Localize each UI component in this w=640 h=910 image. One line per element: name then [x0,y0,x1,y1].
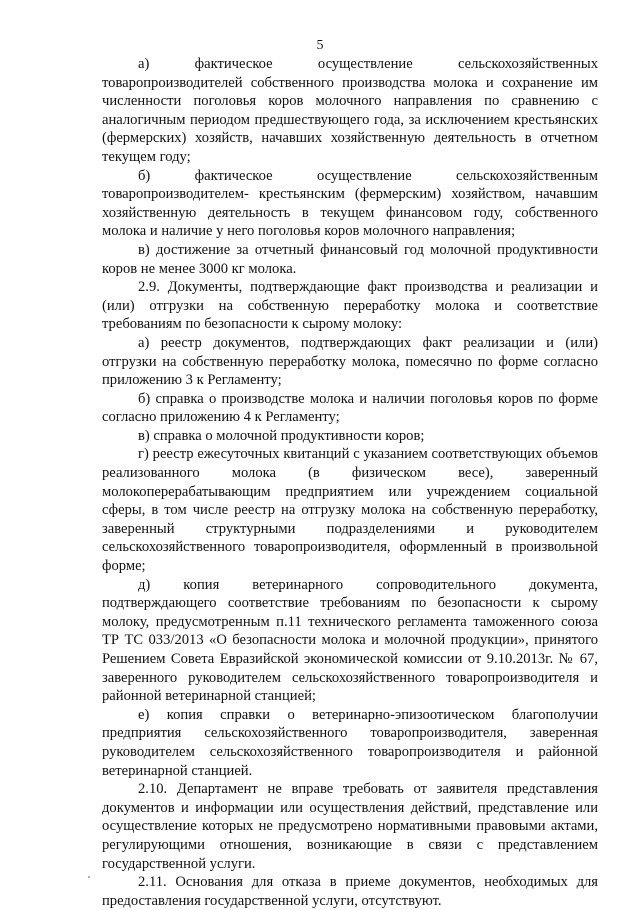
paragraph-b-farm-production: б) фактическое осуществление сельскохозяйственным товаропроизводителем- крестьянским (фермерским) хозяйством, начавшим хозяйственную деятельность в текущем финансовом году, собственного молока и наличие у него поголовья коров молочного направления; [102,167,598,240]
list-item-d-veterinary-document: д) копия ветеринарного сопроводительного документа, подтверждающего соответствие требованиям по безопасности к сырому молоку, предусмотренным п.11 технического регламента таможенного союза ТР ТС 033/2013 «О безопасности молока и молочной продукции», принятого Решением Совета Евразийской экономической комиссии от 9.10.2013г. № 67, заверенного руководителем сельскохозяйственного товаропроизводителя и районной ветеринарной станцией; [102,576,598,705]
list-item-v-productivity-certificate: в) справка о молочной продуктивности коров; [138,427,425,444]
list-item-g-receipts-registry: г) реестр ежесуточных квитанций с указанием соответствующих объемов реализованного молока (в физическом весе), заверенный молокоперерабатывающим предприятием или учреждением социальной сферы, в том числе реестр на отгрузку молока на собственную переработку, заверенный структурными подразделениями и руководителем сельскохозяйственного товаропроизводителя, оформленный в произвольной форме; [102,446,598,575]
paragraph-v-productivity: в) достижение за отчетный финансовый год молочной продуктивности коров не менее 3000 кг молока. [102,241,598,277]
paragraph-a-actual-production: а) фактическое осуществление сельскохозяйственных товаропроизводителей собственного производства молока и сохранение им численности поголовья коров молочного направления по сравнению с аналогичным периодом предшествующего года, за исключением крестьянских (фермерских) хозяйств, начавших хозяйственную деятельность в отчетном текущем году; [102,56,598,165]
paragraph-2-10: 2.10. Департамент не вправе требовать от заявителя представления документов и информации или осуществления действий, представление или осуществление которых не предусмотрено нормативными правовыми актами, регулирующими отношения, возникающие в связи с представлением государственной услуги. [102,781,598,872]
list-item-b-certificate: б) справка о производстве молока и наличии поголовья коров по форме согласно приложению 4 к Регламенту; [102,390,598,426]
list-item-e-epizootic-certificate: е) копия справки о ветеринарно-эпизоотическом благополучии предприятия сельскохозяйственного товаропроизводителя, заверенная руководителем сельскохозяйственного товаропроизводителя и районной ветеринарной станцией. [102,706,598,779]
paragraph-2-9: 2.9. Документы, подтверждающие факт производства и реализации и (или) отгрузки на собственную переработку молока и соответствие требованиям по безопасности к сырому молоку: [102,279,598,333]
page-number: 5 [316,38,324,53]
document-body [102,55,598,910]
scan-speck [88,876,90,878]
paragraph-2-11: 2.11. Основания для отказа в приеме документов, необходимых для предоставления государственной услуги, отсутствуют. [102,874,598,909]
list-item-a-registry: а) реестр документов, подтверждающих факт реализации и (или) отгрузки на собственную переработку молока, помесячно по форме согласно приложению 3 к Регламенту; [102,334,598,389]
